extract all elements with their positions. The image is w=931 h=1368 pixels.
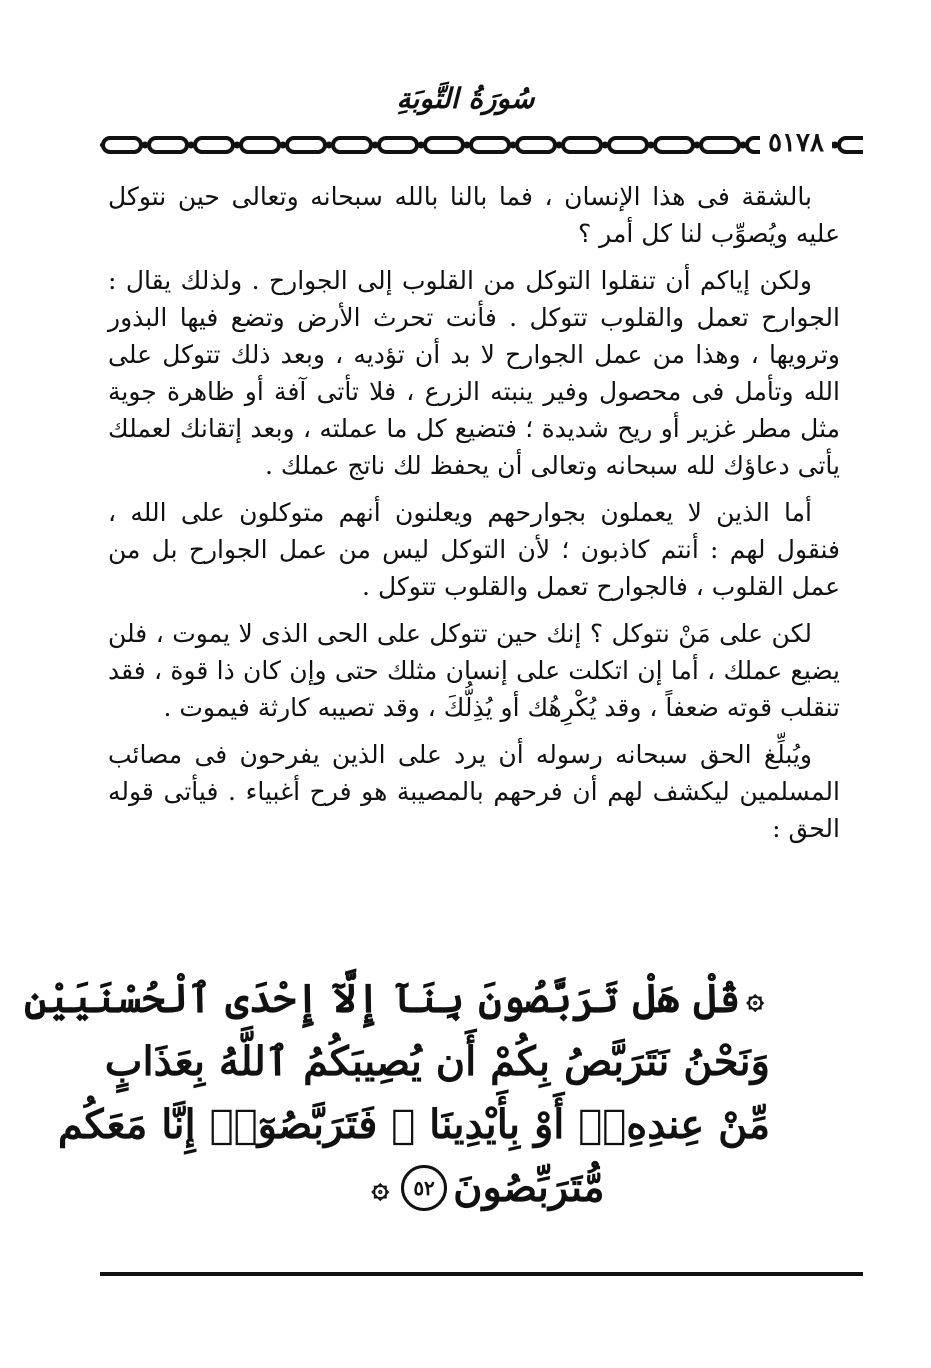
chain-link — [195, 138, 233, 152]
verse-close-ornament-icon: ۞ — [371, 1170, 390, 1205]
paragraph: ولكن إياكم أن تنقلوا التوكل من القلوب إلى الجوارح . ولذلك يقال : الجوارح تعمل والقلوب تتوكل . فأنت تحرث الأرض وتضع فيها البذور وترويها ، وهذا من عمل الجوارح لا بد أن تؤديه ، وبعد ذلك تتوكل على الله وتأمل فى محصول وفير ينبته الزرع ، فلا تأتى آفة أو ظاهرة جوية مثل مطر غزير أو ريح شديدة ؛ فتضيع كل ما عملته ، وبعد إتقانك لعملك يأتى دعاؤك لله سبحانه وتعالى أن يحفظ لك ناتج عملك . — [108, 266, 840, 480]
verse-line-text: وَنَحْنُ نَتَرَبَّصُ بِكُمْ أَن يُصِيبَكُمُ ٱللَّهُ بِعَذَابٍ — [104, 1038, 770, 1085]
chain-link — [609, 138, 647, 152]
verse-line-text: قُلْ هَلْ تَرَبَّصُونَ بِنَآ إِلَّآ إِحْدَى ٱلْحُسْنَيَيْنِ — [24, 975, 741, 1022]
chain-link — [839, 138, 863, 152]
verse-line — [200, 1155, 770, 1218]
chain-link — [563, 138, 601, 152]
verse-line — [104, 1029, 770, 1092]
page-number: ٥١٧٨ — [760, 124, 832, 162]
quran-verse — [24, 966, 770, 1218]
verse-line — [57, 1092, 770, 1155]
verse-line — [24, 966, 770, 1029]
chain-link — [517, 138, 555, 152]
chain-link — [287, 138, 325, 152]
verse-line-text: مِّنْ عِندِهِۦٓ أَوْ بِأَيْدِينَا ۖ فَتَرَبَّصُوٓا۟ إِنَّا مَعَكُم — [57, 1101, 770, 1148]
chain-link — [655, 138, 693, 152]
header-chain-ornament — [100, 128, 863, 162]
chain-link — [241, 138, 279, 152]
chain-link — [425, 138, 463, 152]
chain-link — [379, 138, 417, 152]
paragraph: بالشقة فى هذا الإنسان ، فما بالنا بالله سبحانه وتعالى حين نتوكل عليه ويُصوِّب لنا كل أمر ؟ — [108, 182, 840, 248]
chain-link — [701, 138, 739, 152]
chain-link — [149, 138, 187, 152]
surah-title: سُورَةُ التَّوبَةِ — [396, 82, 535, 115]
body-text — [108, 178, 840, 857]
bottom-rule — [100, 1272, 863, 1276]
verse-line-text: مُّتَرَبِّصُونَ — [453, 1164, 605, 1211]
verse-open-ornament-icon: ۞ — [746, 981, 764, 1016]
chain-link — [471, 138, 509, 152]
paragraph: لكن على مَنْ نتوكل ؟ إنك حين تتوكل على الحى الذى لا يموت ، فلن يضيع عملك ، أما إن اتكلت على إنسان مثلك حتى وإن كان ذا قوة ، فقد تنقلب قوته ضعفاً ، وقد يُكْرِهُك أو يُذِلُّكَ ، وقد تصيبه كارثة فيموت . — [108, 619, 840, 722]
chain-link — [103, 138, 141, 152]
paragraph: أما الذين لا يعملون بجوارحهم ويعلنون أنهم متوكلون على الله ، فنقول لهم : أنتم كاذبون ؛ لأن التوكل ليس من عمل الجوارح بل من عمل القلوب ، فالجوارح تعمل والقلوب تتوكل . — [108, 498, 840, 601]
paragraph: ويُبلِّغ الحق سبحانه رسوله أن يرد على الذين يفرحون فى مصائب المسلمين ليكشف لهم أن فرحهم بالمصيبة هو فرح أغبياء . فيأتى قوله الحق : — [108, 740, 840, 843]
chain-link — [333, 138, 371, 152]
ayah-number-badge: ٥٢ — [401, 1165, 447, 1211]
